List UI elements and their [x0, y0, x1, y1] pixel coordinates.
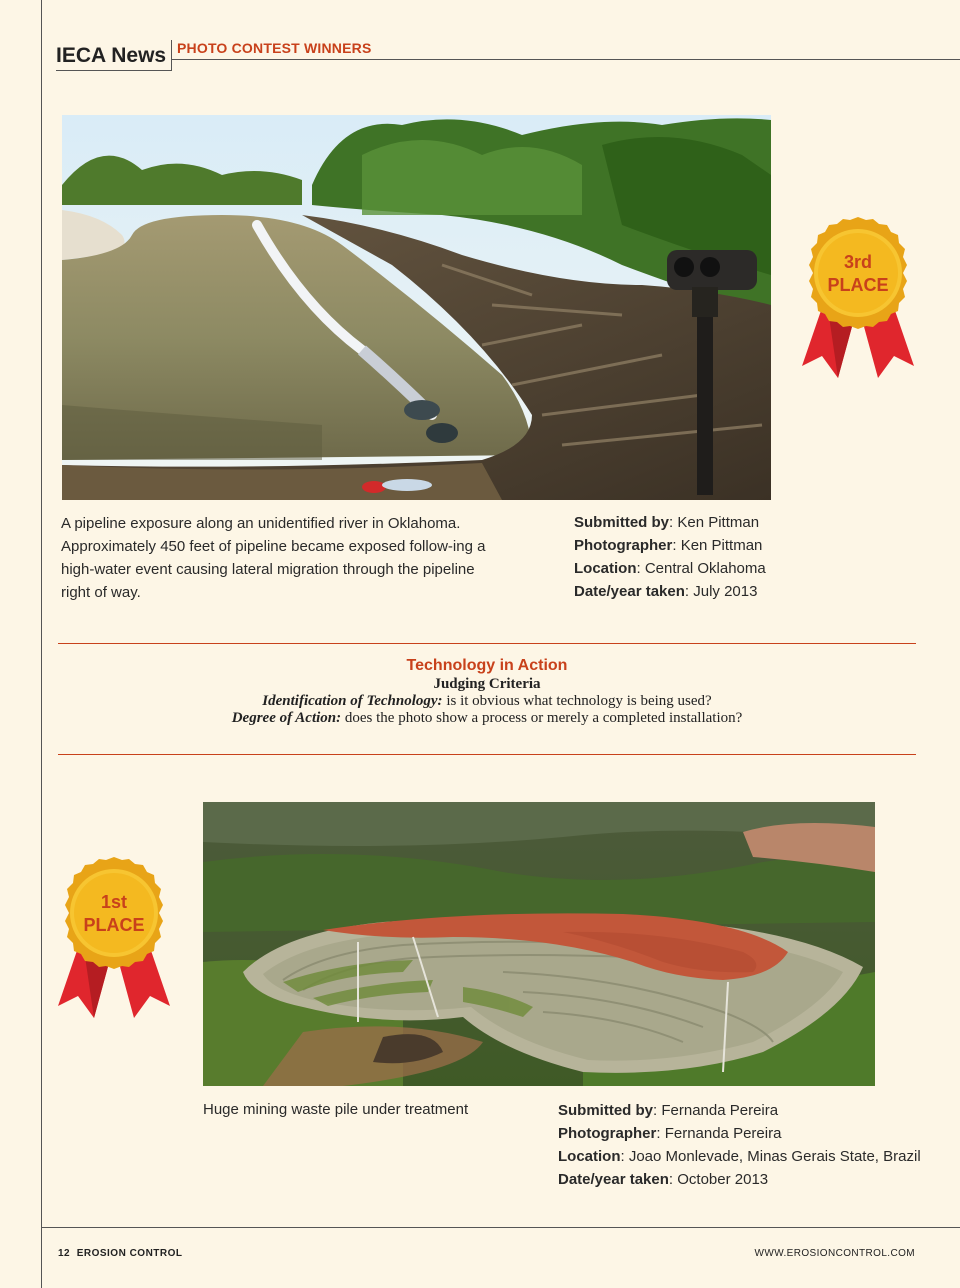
submitted-by-value: Fernanda Pereira	[661, 1102, 779, 1119]
photographer-label: Photographer	[558, 1125, 657, 1142]
publication-name: EROSION CONTROL	[76, 1248, 183, 1259]
date-value: July 2013	[693, 583, 758, 600]
location-label: Location	[574, 560, 637, 577]
criteria-title: Technology in Action	[406, 657, 568, 674]
pipeline-river-photo	[62, 115, 771, 500]
pipeline-photo-caption: A pipeline exposure along an unidentified river in Oklahoma. Approximately 450 feet of pipeline became exposed follow-ing a high-water event causing lateral migration through the pipeline right of way.	[61, 515, 486, 601]
submitted-by-label: Submitted by	[574, 514, 670, 531]
footer-page-info	[58, 1248, 183, 1259]
third-place-badge	[798, 216, 918, 382]
header-rule	[171, 59, 960, 60]
photographer-label: Photographer	[574, 537, 673, 554]
criteria-top-rule	[58, 643, 916, 644]
criteria-line2-text: does the photo show a process or merely a completed installation?	[344, 710, 743, 726]
judging-criteria	[58, 657, 916, 727]
first-place-rank: 1st	[100, 892, 127, 912]
photographer-row: Photographer: Fernanda Pereira	[558, 1125, 782, 1142]
header-divider	[171, 40, 172, 70]
photographer-value: Fernanda Pereira	[664, 1125, 782, 1142]
criteria-subtitle: Judging Criteria	[433, 676, 541, 692]
submitted-by-row: Submitted by: Ken Pittman	[574, 514, 760, 531]
location-value: Central Oklahoma	[644, 560, 766, 577]
location-row: Location: Joao Monlevade, Minas Gerais State, Brazil	[558, 1148, 921, 1165]
photographer-value: Ken Pittman	[680, 537, 763, 554]
header-underline	[56, 70, 172, 71]
submitted-by-row: Submitted by: Fernanda Pereira	[558, 1102, 779, 1119]
criteria-line-degree	[58, 710, 916, 727]
section-title: PHOTO CONTEST WINNERS	[177, 40, 372, 56]
criteria-bottom-rule	[58, 754, 916, 755]
third-place-label: PLACE	[827, 275, 889, 295]
date-row: Date/year taken: October 2013	[558, 1171, 769, 1188]
publication-logo: IECA News	[56, 44, 167, 67]
footer-website: WWW.EROSIONCONTROL.COM	[754, 1248, 915, 1259]
criteria-line1-text: is it obvious what technology is being used?	[446, 693, 712, 709]
location-label: Location	[558, 1148, 621, 1165]
location-row: Location: Central Oklahoma	[574, 560, 766, 577]
date-row: Date/year taken: July 2013	[574, 583, 758, 600]
mining-photo-credits	[558, 1099, 953, 1191]
date-label: Date/year taken	[574, 583, 685, 600]
page-number: 12	[58, 1248, 71, 1259]
submitted-by-value: Ken Pittman	[677, 514, 760, 531]
criteria-line-identification	[58, 693, 916, 710]
first-place-label: PLACE	[83, 915, 145, 935]
pipeline-photo-credits	[574, 511, 924, 603]
mining-waste-photo	[203, 802, 875, 1086]
submitted-by-label: Submitted by	[558, 1102, 654, 1119]
criteria-line2-label: Degree of Action:	[231, 710, 342, 726]
date-value: October 2013	[677, 1171, 769, 1188]
first-place-badge	[54, 856, 174, 1022]
location-value: Joao Monlevade, Minas Gerais State, Brazil	[628, 1148, 921, 1165]
footer-rule	[41, 1227, 960, 1228]
mining-photo-caption: Huge mining waste pile under treatment	[203, 1101, 469, 1118]
third-place-rank: 3rd	[843, 252, 872, 272]
date-label: Date/year taken	[558, 1171, 669, 1188]
criteria-line1-label: Identification of Technology:	[262, 693, 443, 709]
margin-line	[41, 0, 42, 1288]
photographer-row: Photographer: Ken Pittman	[574, 537, 763, 554]
